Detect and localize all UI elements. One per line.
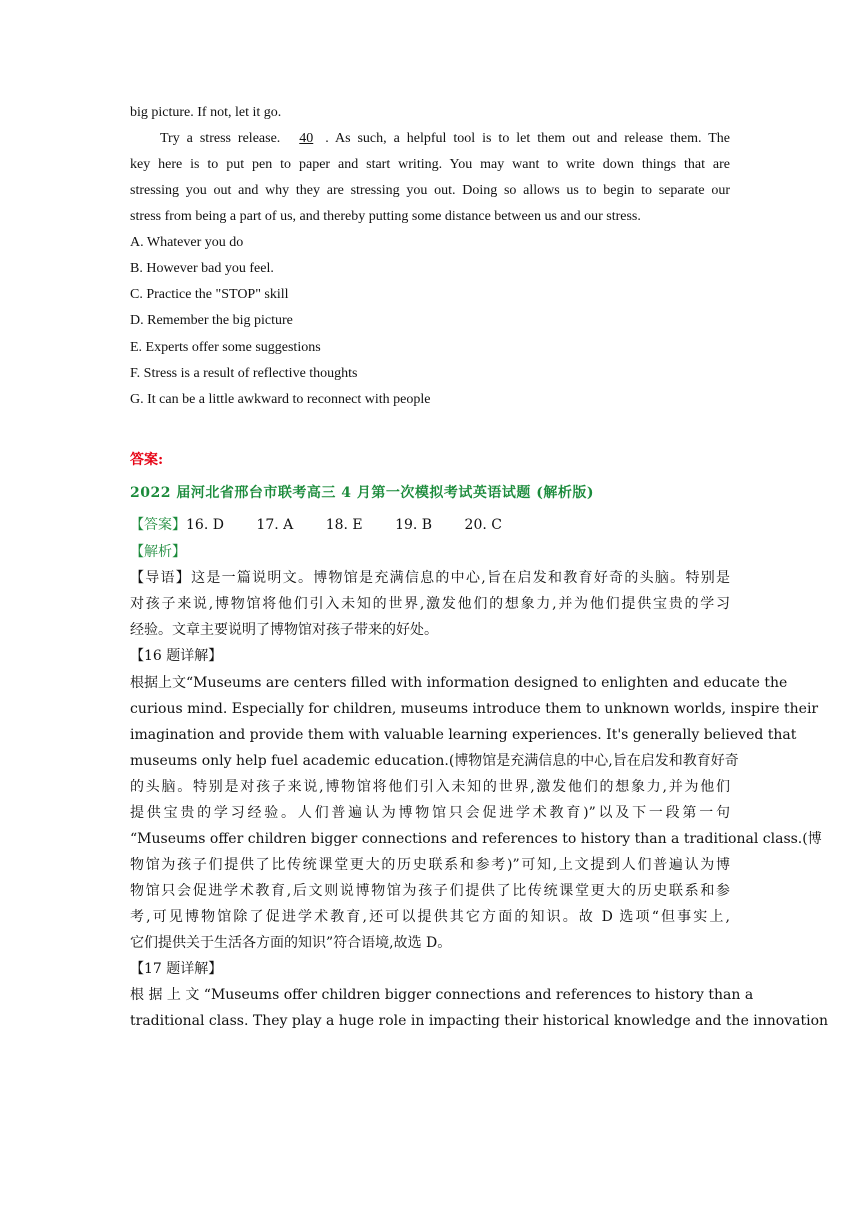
answer-heading: 答案: (130, 452, 164, 468)
answer-item: 16. D (186, 517, 224, 533)
answer-item: 19. B (395, 517, 433, 533)
paragraph-start: Try a stress release. (160, 131, 281, 146)
passage-tail-line: big picture. If not, let it go. (130, 105, 282, 120)
q16-heading: 【16 题详解】 (130, 648, 223, 664)
option-c: C. Practice the "STOP" skill (130, 287, 289, 302)
q16-line: “Museums offer children bigger connections and references to history than a traditional class.(博 (130, 831, 822, 847)
answer-label: 【答案】 (130, 517, 186, 533)
analysis-label: 【解析】 (130, 544, 186, 560)
option-d: D. Remember the big picture (130, 313, 293, 328)
guide-line: 【导语】这是一篇说明文。博物馆是充满信息的中心,旨在启发和教育好奇的头脑。特别是 (130, 570, 730, 586)
q16-line: 提供宝贵的学习经验。人们普遍认为博物馆只会促进学术教育)”以及下一段第一句 (130, 805, 730, 821)
q16-line: 它们提供关于生活各方面的知识”符合语境,故选 D。 (130, 935, 452, 951)
q16-line: 的头脑。特别是对孩子来说,博物馆将他们引入未知的世界,激发他们的想象力,并为他们 (130, 779, 730, 795)
guide-line: 经验。文章主要说明了博物馆对孩子带来的好处。 (130, 622, 438, 638)
answer-line (130, 515, 730, 535)
answer-item: 20. C (464, 517, 502, 533)
paragraph-rest: . As such, a helpful tool is to let them out and release them. The (325, 131, 731, 146)
answer-item: 18. E (325, 517, 363, 533)
q16-line: museums only help fuel academic education.(博物馆是充满信息的中心,旨在启发和教育好奇 (130, 753, 739, 769)
option-g: G. It can be a little awkward to reconnect with people (130, 392, 431, 407)
q16-line: 物馆为孩子们提供了比传统课堂更大的历史联系和参考)”可知,上文提到人们普遍认为博 (130, 857, 730, 873)
option-f: F. Stress is a result of reflective thoughts (130, 366, 358, 381)
q16-line: 根据上文“Museums are centers filled with information designed to enlighten and educate the (130, 675, 788, 691)
q16-line: 考,可见博物馆除了促进学术教育,还可以提供其它方面的知识。故 D 选项“但事实上, (130, 909, 730, 925)
answer-item: 17. A (256, 517, 294, 533)
passage-paragraph-line (130, 129, 730, 149)
blank-40: 40 (299, 131, 314, 146)
option-e: E. Experts offer some suggestions (130, 340, 321, 355)
passage-paragraph-line: stress from being a part of us, and thereby putting some distance between us and our stress. (130, 209, 641, 224)
passage-paragraph-line: stressing you out and why they are stressing you out. Doing so allows us to begin to separate our (130, 183, 730, 198)
option-a: A. Whatever you do (130, 235, 244, 250)
q16-line: curious mind. Especially for children, museums introduce them to unknown worlds, inspire their (130, 701, 819, 717)
passage-paragraph-line: key here is to put pen to paper and start writing. You may want to write down things that are (130, 157, 730, 172)
source-title: 2022 届河北省邢台市联考高三 4 月第一次模拟考试英语试题 (解析版) (130, 485, 594, 501)
q17-heading: 【17 题详解】 (130, 961, 223, 977)
option-b: B. However bad you feel. (130, 261, 274, 276)
q17-line: traditional class. They play a huge role in impacting their historical knowledge and the innovation (130, 1013, 829, 1029)
guide-line: 对孩子来说,博物馆将他们引入未知的世界,激发他们的想象力,并为他们提供宝贵的学习 (130, 596, 730, 612)
q16-line: 物馆只会促进学术教育,后文则说博物馆为孩子们提供了比传统课堂更大的历史联系和参 (130, 883, 730, 899)
q16-line: imagination and provide them with valuable learning experiences. It's generally believed that (130, 727, 797, 743)
q17-line: 根 据 上 文 “Museums offer children bigger connections and references to history than a (130, 987, 754, 1003)
